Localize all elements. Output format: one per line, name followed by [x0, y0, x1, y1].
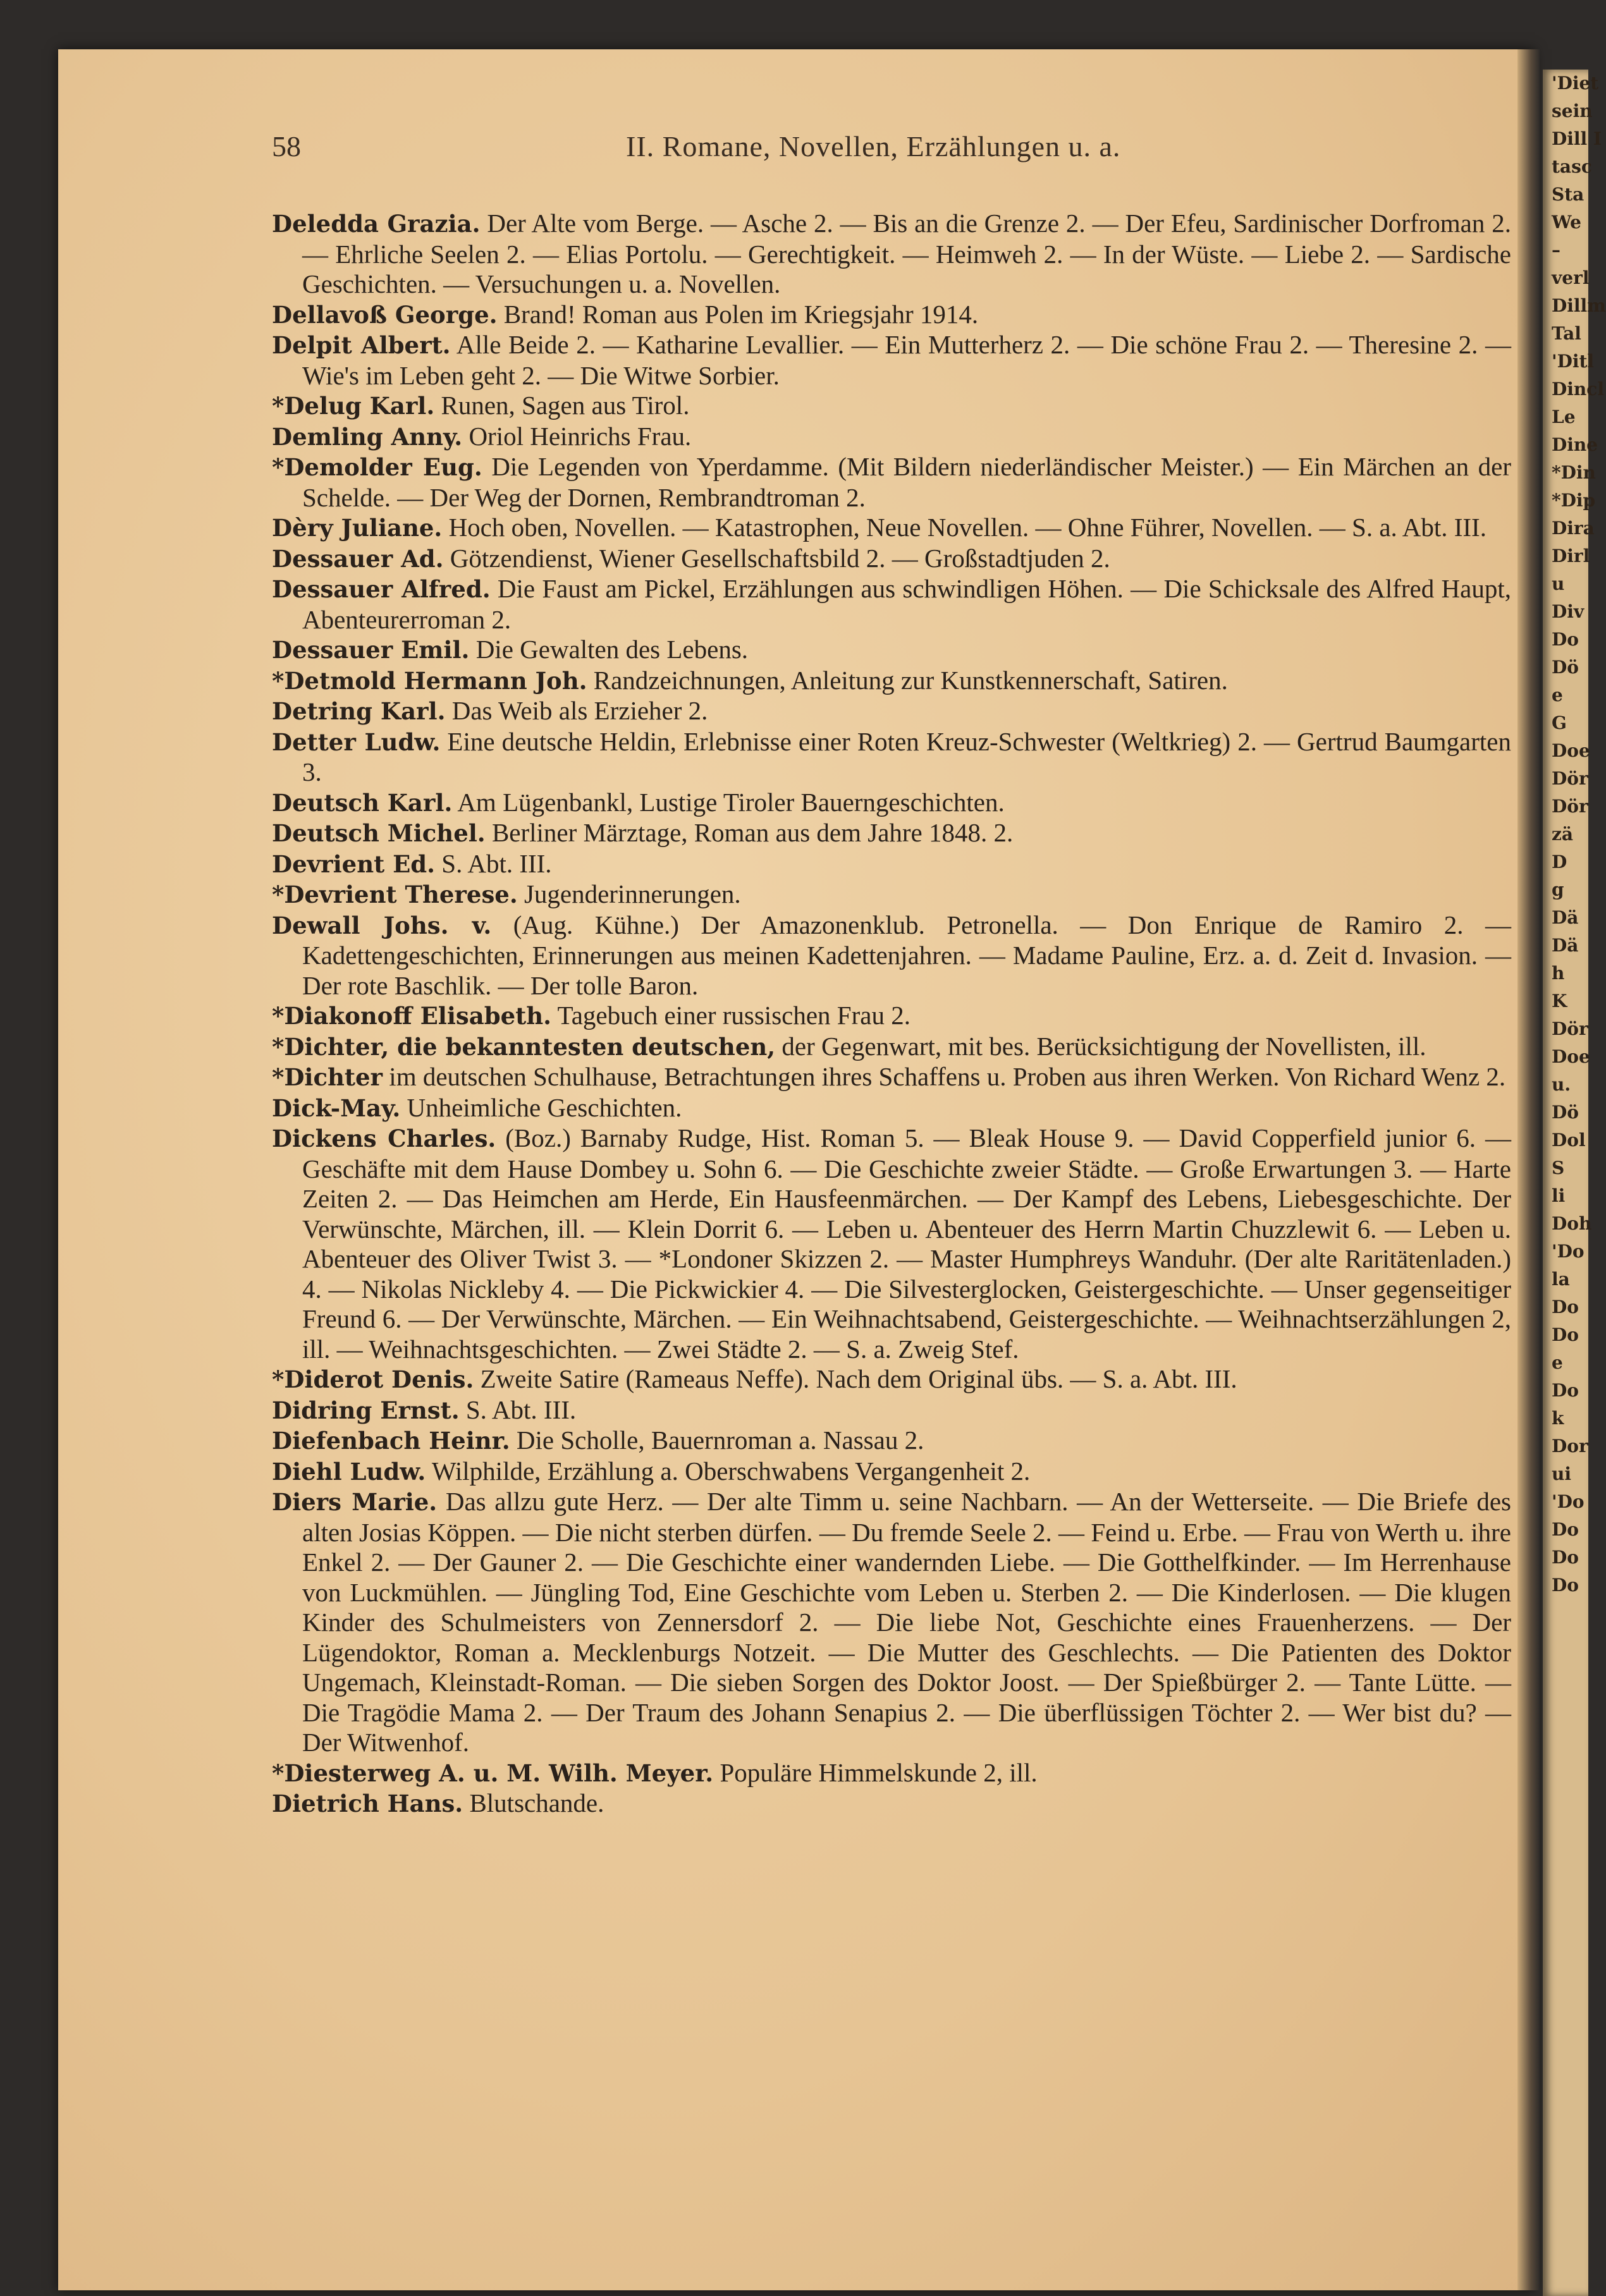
- entry-text: Runen, Sagen aus Tirol.: [434, 391, 690, 420]
- margin-fragment: zä: [1552, 824, 1574, 845]
- catalog-entry: [272, 788, 1511, 819]
- margin-fragment: Le: [1552, 406, 1576, 427]
- author-name: Detter Ludw.: [272, 728, 441, 756]
- margin-fragment: Do: [1552, 1547, 1579, 1568]
- author-name: *Demolder Eug.: [272, 453, 482, 481]
- margin-fragment: 'Do: [1552, 1241, 1585, 1262]
- margin-fragment: Dö: [1552, 657, 1579, 678]
- author-name: Diefenbach Heinr.: [272, 1427, 510, 1455]
- margin-fragment: Doe: [1552, 740, 1590, 761]
- catalog-entry: [272, 849, 1511, 880]
- entry-text: Die Gewalten des Lebens.: [469, 635, 749, 664]
- entry-text: Wilphilde, Erzählung a. Oberschwabens Vergangenheit 2.: [426, 1456, 1031, 1486]
- author-name: Dellavoß George.: [272, 300, 498, 329]
- catalog-entry: [272, 1123, 1511, 1364]
- margin-fragment: Do: [1552, 1575, 1579, 1596]
- author-name: Dietrich Hans.: [272, 1790, 463, 1817]
- catalog-entry: [272, 910, 1511, 1001]
- margin-fragment: *Dip: [1552, 490, 1596, 511]
- entry-text: Brand! Roman aus Polen im Kriegsjahr 1914.: [497, 299, 979, 329]
- margin-fragment: h: [1552, 963, 1565, 984]
- page-title: II. Romane, Novellen, Erzählungen u. a.: [626, 130, 1121, 162]
- margin-fragment: u.: [1552, 1074, 1571, 1095]
- catalog-entry: [272, 391, 1511, 422]
- margin-fragment: –: [1552, 240, 1560, 260]
- author-name: Deutsch Michel.: [272, 819, 486, 847]
- author-name: Demling Anny.: [272, 422, 463, 451]
- margin-fragment: Dillm: [1552, 295, 1606, 316]
- margin-fragment: tasc: [1552, 156, 1592, 177]
- margin-fragment: S: [1552, 1157, 1565, 1178]
- margin-fragment: sein: [1552, 101, 1593, 121]
- entry-text: Das Weib als Erzieher 2.: [445, 696, 708, 725]
- margin-fragment: ui: [1552, 1463, 1571, 1484]
- margin-fragment: Dä: [1552, 935, 1579, 956]
- entry-text: der Gegenwart, mit bes. Berücksichtigung der Novellisten, ill.: [775, 1031, 1426, 1061]
- catalog-entry: [272, 1093, 1511, 1124]
- catalog-entry: [272, 1001, 1511, 1032]
- author-name: Diers Marie.: [272, 1488, 438, 1516]
- catalog-entry: [272, 635, 1511, 666]
- entry-text: Götzendienst, Wiener Gesellschaftsbild 2. — Großstadtjuden 2.: [443, 543, 1110, 573]
- catalog-entry: [272, 300, 1511, 331]
- entry-text: Eine deutsche Heldin, Erlebnisse einer Roten Kreuz-Schwester (Weltkrieg) 2. — Gertrud Baumgarten 3.: [302, 726, 1511, 786]
- author-name: Deledda Grazia.: [272, 210, 481, 238]
- page-number: 58: [272, 130, 301, 162]
- margin-fragment: e: [1552, 1352, 1563, 1373]
- margin-fragment: 'Diet: [1552, 73, 1599, 94]
- entry-text: Die Legenden von Yperdamme. (Mit Bildern niederländischer Meister.) — Ein Märchen an der Schelde. — Der Weg der Dornen, Rembrandtroman 2.: [302, 452, 1511, 512]
- margin-fragment: G: [1552, 712, 1567, 733]
- margin-fragment: 'Do: [1552, 1491, 1585, 1512]
- catalog-entry: [272, 1788, 1511, 1819]
- catalog-entry: [272, 1487, 1511, 1758]
- catalog-entry: [272, 727, 1511, 788]
- catalog-entry: [272, 1758, 1511, 1789]
- author-name: *Detmold Hermann Joh.: [272, 666, 587, 695]
- entry-text: Zweite Satire (Rameaus Neffe). Nach dem Original übs. — S. a. Abt. III.: [474, 1364, 1237, 1393]
- margin-fragment: *Din: [1552, 462, 1596, 483]
- catalog-entry: [272, 513, 1511, 544]
- entry-text: Tagebuch einer russischen Frau 2.: [551, 1001, 910, 1030]
- catalog-entry: [272, 1395, 1511, 1426]
- catalog-entry: [272, 1062, 1511, 1093]
- margin-fragment: Do: [1552, 629, 1579, 650]
- catalog-entry: [272, 666, 1511, 697]
- author-name: Devrient Ed.: [272, 850, 436, 878]
- entry-text: Die Scholle, Bauernroman a. Nassau 2.: [510, 1426, 924, 1455]
- author-name: Dessauer Alfred.: [272, 575, 491, 603]
- margin-fragment: Dincl: [1552, 379, 1604, 400]
- catalog-entry: [272, 818, 1511, 849]
- catalog-entry: [272, 1426, 1511, 1456]
- margin-fragment: e: [1552, 685, 1563, 705]
- margin-fragment: Dill I: [1552, 128, 1602, 149]
- margin-fragment: Dör: [1552, 796, 1588, 817]
- entry-text: S. Abt. III.: [435, 848, 552, 878]
- entry-text: Berliner Märztage, Roman aus dem Jahre 1848. 2.: [485, 818, 1014, 847]
- author-name: *Devrient Therese.: [272, 881, 518, 908]
- margin-fragment: la: [1552, 1269, 1570, 1290]
- author-name: Deutsch Karl.: [272, 788, 453, 817]
- margin-fragment: D: [1552, 852, 1567, 872]
- margin-fragment: Do: [1552, 1380, 1579, 1401]
- margin-fragment: Dör: [1552, 1018, 1588, 1039]
- margin-fragment: Div: [1552, 601, 1585, 622]
- author-name: Dèry Juliane.: [272, 514, 443, 542]
- catalog-entry: [272, 452, 1511, 513]
- catalog-entry: [272, 879, 1511, 910]
- margin-fragment: Do: [1552, 1297, 1579, 1317]
- catalog-entry: [272, 209, 1511, 300]
- margin-fragment: Dirl: [1552, 546, 1590, 566]
- entry-text: Randzeichnungen, Anleitung zur Kunstkennerschaft, Satiren.: [587, 665, 1228, 695]
- adjacent-page-margin: [1543, 70, 1606, 2296]
- entry-text: (Aug. Kühne.) Der Amazonenklub. Petronella. — Don Enrique de Ramiro 2. — Kadettengeschichten, Erinnerungen aus meinen Kadettenjahren. — Madame Pauline, Erz. a. d. Zeit d. Invasion. — Der rote Baschlik. — Der tolle Baron.: [302, 910, 1511, 1000]
- margin-fragment: Dä: [1552, 907, 1579, 928]
- author-name: Dessauer Ad.: [272, 544, 444, 573]
- margin-fragment: u: [1552, 573, 1565, 594]
- author-name: Dickens Charles.: [272, 1125, 496, 1152]
- margin-fragment: Do: [1552, 1519, 1579, 1540]
- entry-text: Populäre Himmelskunde 2, ill.: [713, 1757, 1038, 1787]
- entry-text: Blutschande.: [463, 1788, 604, 1817]
- entry-text: (Boz.) Barnaby Rudge, Hist. Roman 5. — Bleak House 9. — David Copperfield junior 6. — Geschäfte mit dem Hause Dombey u. Sohn 6. — Die Geschichte zweier Städte. — Große Erwartungen 3. — Harte Zeiten 2. — Das Heimchen am Herde, Ein Hausfeenmärchen. — Der Kampf des Lebens, Liebesgeschichte. Der Verwünschte, Märchen, ill. — Klein Dorrit 6. — Leben u. Abenteuer des Herrn Martin Chuzzlewit 6. — Leben u. Abenteuer des Oliver Twist 3. — *Londoner Skizzen 2. — Master Humphreys Wanduhr. (Der alte Raritätenladen.) 4. — Nikolas Nickleby 4. — Die Pickwickier 4. — Die Silvesterglocken, Geistergeschichte. — Unser gegenseitiger Freund 6. — Der Verwünschte, Märchen. — Ein Weihnachtsabend, Geistergeschichte. — Weihnachtserzählungen 2, ill. — Weihnachtsgeschichten. — Zwei Städte 2. — S. a. Zweig Stef.: [302, 1123, 1511, 1364]
- catalog-entry: [272, 574, 1511, 635]
- margin-fragment: 'Ditl: [1552, 351, 1595, 372]
- entry-text: Das allzu gute Herz. — Der alte Timm u. seine Nachbarn. — An der Wetterseite. — Die Briefe des alten Josias Köppen. — Die nicht sterben dürfen. — Du fremde Seele 2. — Feind u. Erbe. — Frau von Werth u. ihre Enkel 2. — Der Gauner 2. — Die Geschichte einer wandernden Liebe. — Die Gotthelfkinder. — Im Herrenhause von Luckmühlen. — Jüngling Tod, Eine Geschichte vom Leben u. Sterben 2. — Die Kinderlosen. — Die klugen Kinder des Schulmeisters von Zennersdorf 2. — Die liebe Not, Geschichte eines Frauenherzens. — Der Lügendoktor, Roman a. Mecklenburgs Notzeit. — Die Mutter des Geschlechts. — Die Patienten des Doktor Ungemach, Kleinstadt-Roman. — Die sieben Sorgen des Doktor Joost. — Der Spießbürger 2. — Tante Lütte. — Die Tragödie Mama 2. — Der Traum des Johann Senapius 2. — Die überflüssigen Töchter 2. — Wer bist du? — Der Witwenhof.: [302, 1487, 1511, 1757]
- entry-text: S. Abt. III.: [459, 1395, 577, 1424]
- margin-fragment: Dör: [1552, 768, 1588, 789]
- running-header: [272, 130, 1505, 168]
- author-name: Detring Karl.: [272, 697, 446, 725]
- author-name: *Dichter: [272, 1063, 383, 1091]
- entry-text: Jugenderinnerungen.: [517, 879, 741, 908]
- margin-fragment: Doe: [1552, 1046, 1590, 1067]
- catalog-entry: [272, 696, 1511, 727]
- author-name: Didring Ernst.: [272, 1396, 460, 1424]
- entry-text: Unheimliche Geschichten.: [400, 1092, 682, 1122]
- page-edge: [1517, 49, 1540, 2290]
- author-name: *Delug Karl.: [272, 392, 435, 420]
- margin-fragment: verl: [1552, 267, 1590, 288]
- margin-fragment: Dol: [1552, 1130, 1586, 1151]
- author-name: *Diderot Denis.: [272, 1365, 474, 1393]
- margin-fragment: li: [1552, 1185, 1566, 1206]
- margin-fragment: Do: [1552, 1324, 1579, 1345]
- catalog-entry: [272, 330, 1511, 391]
- catalog-entry: [272, 1032, 1511, 1063]
- author-name: Delpit Albert.: [272, 331, 451, 359]
- author-name: Diehl Ludw.: [272, 1457, 426, 1486]
- catalog-entry: [272, 422, 1511, 453]
- author-name: *Diesterweg A. u. M. Wilh. Meyer.: [272, 1759, 714, 1787]
- margin-fragment: g: [1552, 879, 1564, 900]
- margin-fragment: K: [1552, 991, 1567, 1011]
- entry-text: im deutschen Schulhause, Betrachtungen ihres Schaffens u. Proben aus ihren Werken. Von Richard Wenz 2.: [383, 1062, 1506, 1091]
- entry-text: Oriol Heinrichs Frau.: [462, 421, 692, 451]
- margin-fragment: Dor: [1552, 1436, 1588, 1456]
- entry-text: Hoch oben, Novellen. — Katastrophen, Neue Novellen. — Ohne Führer, Novellen. — S. a. Abt. III.: [442, 513, 1486, 542]
- catalog-entry: [272, 544, 1511, 575]
- author-name: Dessauer Emil.: [272, 636, 470, 664]
- catalog-entries: [272, 209, 1511, 1819]
- margin-fragment: k: [1552, 1408, 1564, 1429]
- author-name: *Diakonoff Elisabeth.: [272, 1002, 552, 1030]
- margin-fragment: Sta: [1552, 184, 1585, 205]
- entry-text: Am Lügenbankl, Lustige Tiroler Bauerngeschichten.: [452, 787, 1005, 817]
- margin-fragment: Dine: [1552, 434, 1598, 455]
- catalog-entry: [272, 1364, 1511, 1395]
- entry-text: Alle Beide 2. — Katharine Levallier. — Ein Mutterherz 2. — Die schöne Frau 2. — Theresine 2. — Wie's im Leben geht 2. — Die Witwe Sorbier.: [302, 330, 1511, 390]
- margin-fragment: Tal: [1552, 323, 1581, 344]
- author-name: *Dichter, die bekanntesten deutschen,: [272, 1032, 776, 1061]
- author-name: Dick-May.: [272, 1094, 401, 1122]
- entry-text: Die Faust am Pickel, Erzählungen aus schwindligen Höhen. — Die Schicksale des Alfred Haupt, Abenteurerroman 2.: [302, 574, 1511, 634]
- margin-fragment: Dö: [1552, 1102, 1579, 1123]
- author-name: Dewall Johs. v.: [272, 911, 492, 939]
- catalog-entry: [272, 1456, 1511, 1487]
- entry-text: Der Alte vom Berge. — Asche 2. — Bis an die Grenze 2. — Der Efeu, Sardinischer Dorfroman 2. — Ehrliche Seelen 2. — Elias Portolu. — Gerechtigkeit. — Heimweh 2. — In der Wüste. — Liebe 2. — Sardische Geschichten. — Versuchungen u. a. Novellen.: [302, 209, 1511, 298]
- margin-fragment: Doh: [1552, 1213, 1592, 1234]
- margin-fragment: Dira: [1552, 518, 1595, 539]
- margin-fragment: We: [1552, 212, 1581, 233]
